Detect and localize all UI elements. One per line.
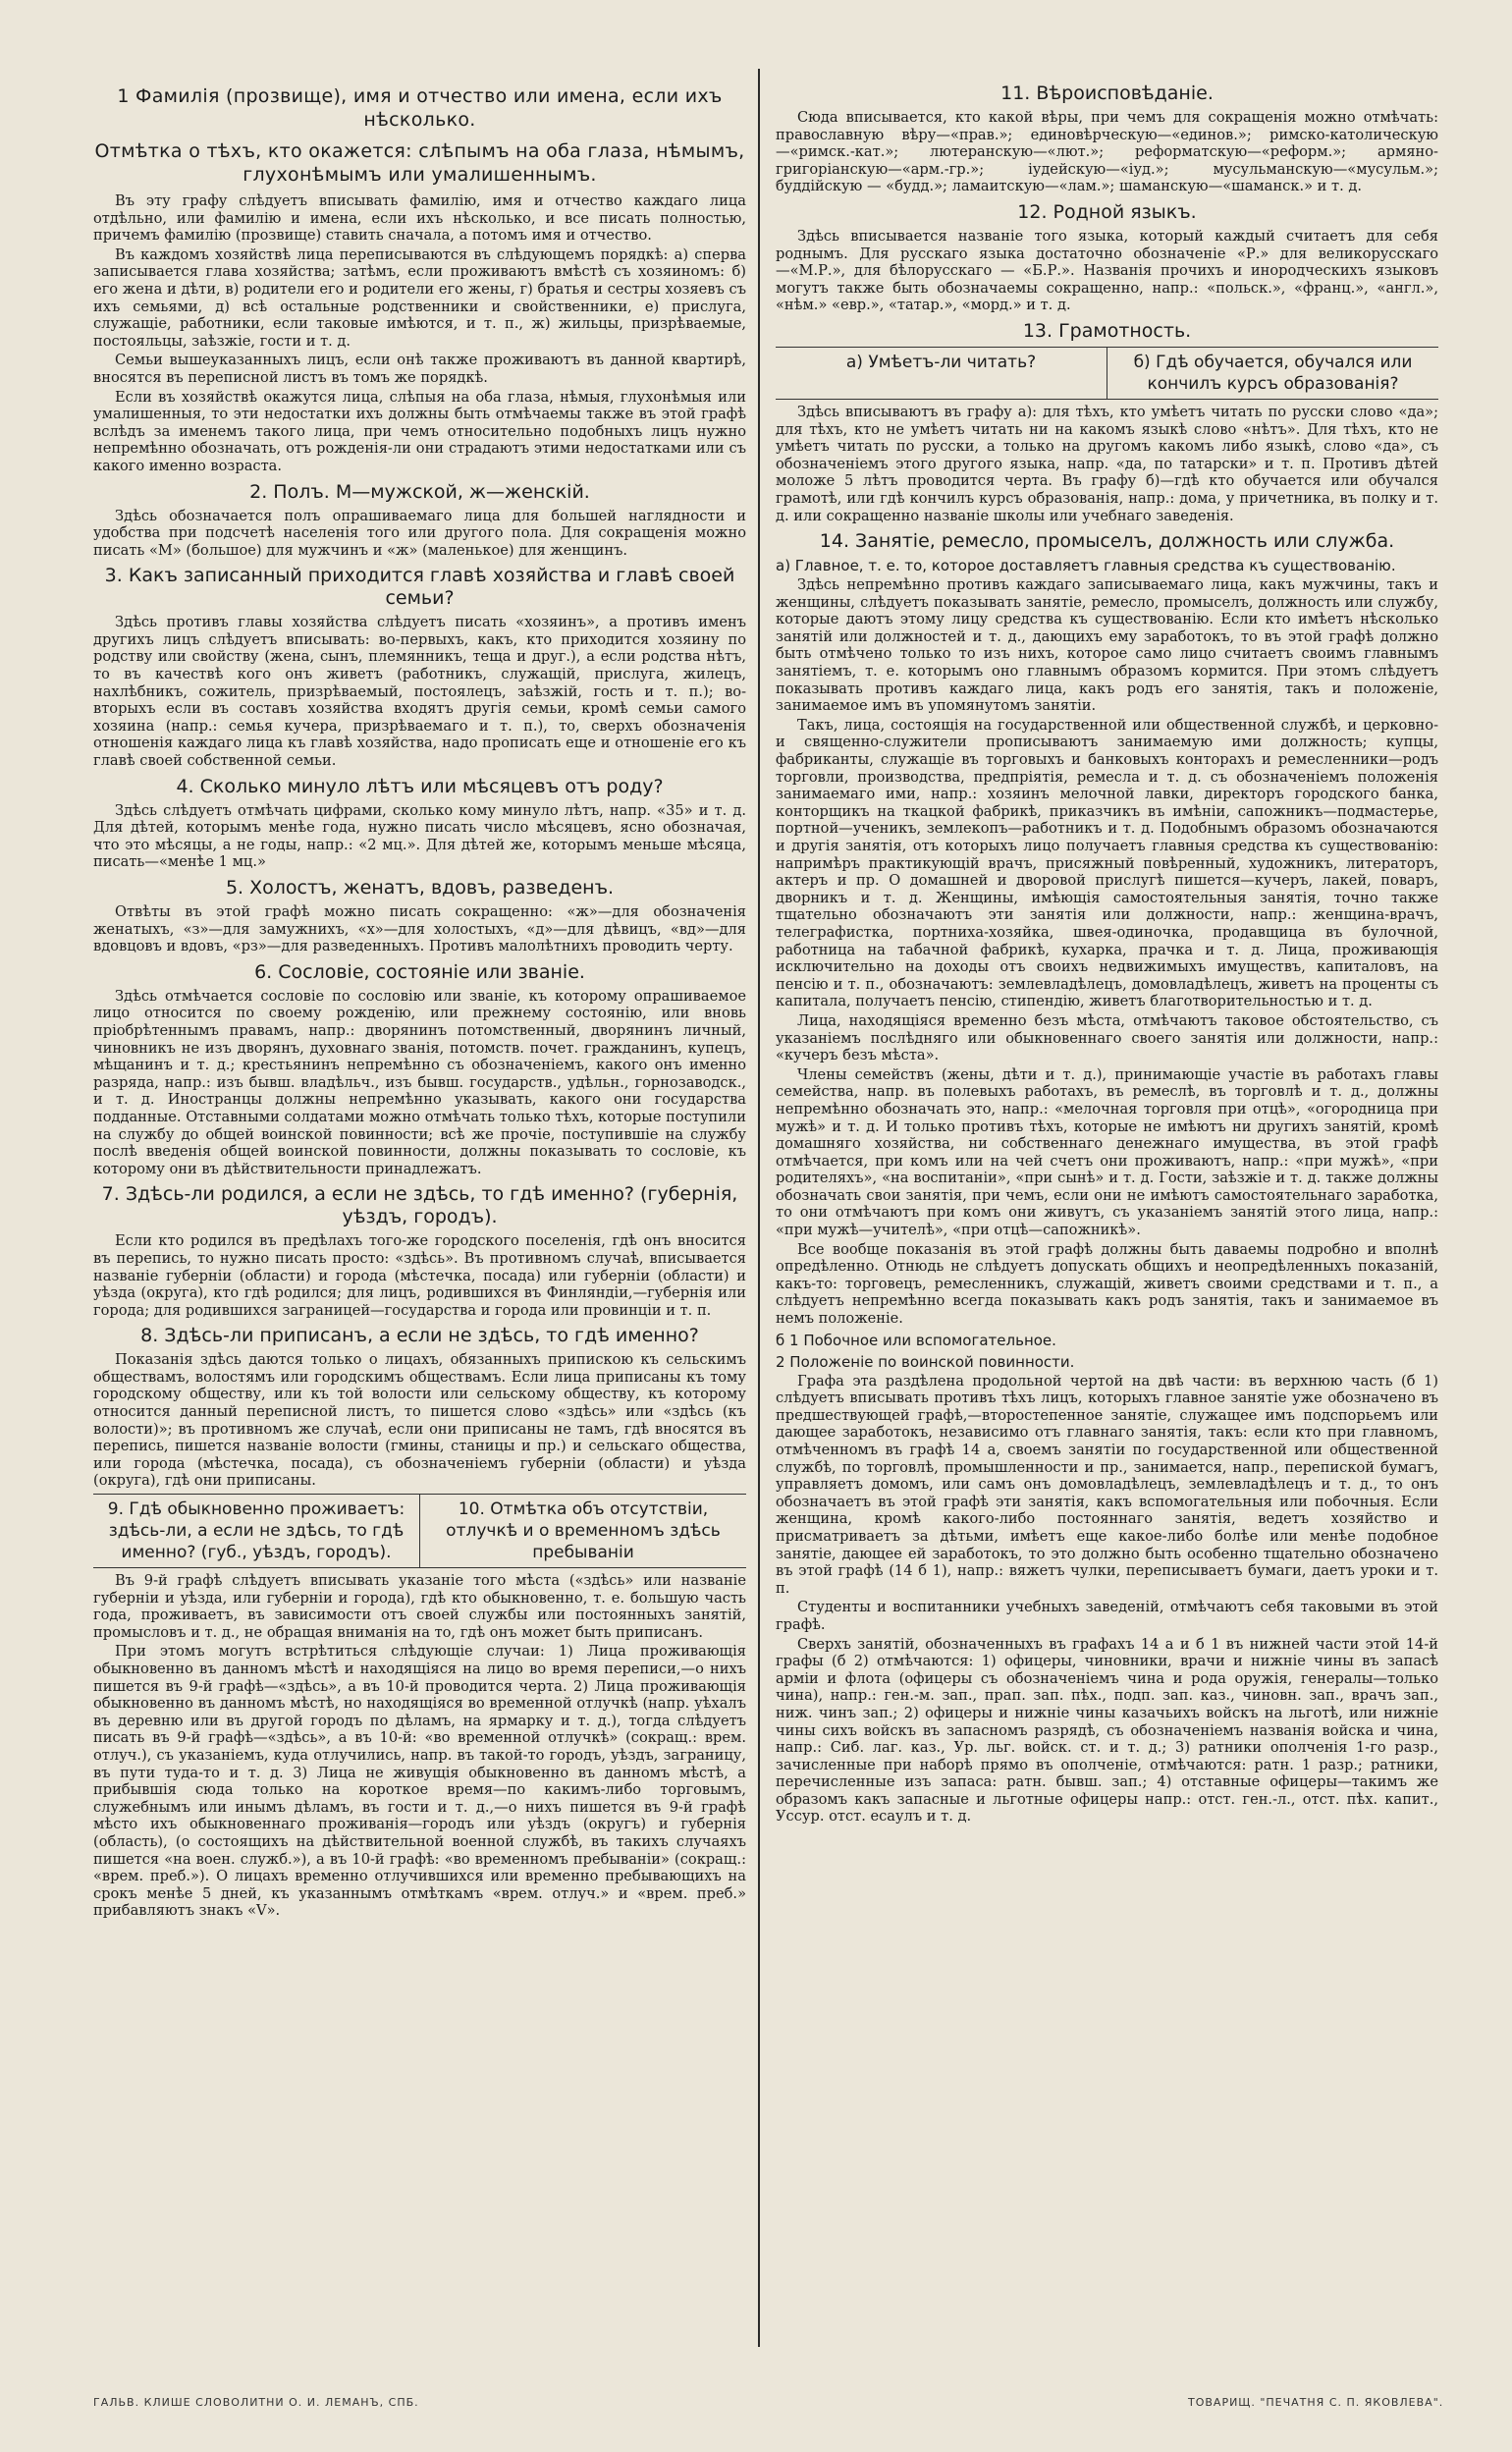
paragraph: Лица, находящіяся временно безъ мѣста, отмѣчаютъ таковое обстоятельство, съ указаніемъ послѣдняго или обыкновеннаго своего занятія или должности, напр.: «кучеръ безъ мѣста». bbox=[776, 1011, 1438, 1064]
paragraph: Здѣсь вписывается названіе того языка, который каждый считаетъ для себя роднымъ. Для русскаго языка достаточно обозначеніе «Р.» для великорусскаго—«М.Р.», для бѣлорусскаго — «Б.Р.». Названія прочихъ и инородческихъ языковъ могутъ также быть обозначаемы сокращенно, напр.: «польск.», «франц.», «англ.», «нѣм.» «евр.», «татар.», «морд.» и т. д. bbox=[776, 227, 1438, 314]
section-14b2-heading: 2 Положеніе по воинской повинности. bbox=[776, 1352, 1075, 1371]
paragraph: Члены семействъ (жены, дѣти и т. д.), принимающіе участіе въ работахъ главы семейства, напр. въ полевыхъ работахъ, въ ремеслѣ, въ торговлѣ и т. д., должны непремѣнно обозначать это, напр.: «мелочная торговля при отцѣ», «огородница при мужѣ» и т. д. И только противъ тѣхъ, которые не имѣютъ ни другихъ занятій, кромѣ домашняго хозяйства, ни собственнаго денежнаго имущества, въ этой графѣ отмѣчается, при комъ или на чей счетъ они проживаютъ, напр.: «при мужѣ», «при родителяхъ», «на воспитаніи», «при сынѣ» и т. д. Гости, заѣзжіе и т. д. также должны обозначать свои занятія, при чемъ, если они не имѣютъ самостоятельнаго заработка, то они отмѣчаютъ при комъ они живутъ, съ указаніемъ занятій этого лица, напр.: «при мужѣ—учителѣ», «при отцѣ—сапожникѣ». bbox=[776, 1065, 1438, 1239]
paragraph: Здѣсь отмѣчается сословіе по сословію или званіе, къ которому опрашиваемое лицо относится по своему рожденію, или прежнему состоянію, или вновь пріобрѣтеннымъ правамъ, напр.: дворянинъ потомственный, дворянинъ личный, чиновникъ не изъ дворянъ, духовнаго званія, потомств. почет. гражданинъ, купецъ, мѣщанинъ и т. д.; крестьянинъ непремѣнно съ обозначеніемъ, какого онъ именно разряда, напр.: изъ бывш. владѣльч., изъ бывш. государств., удѣльн., горнозаводск., и т. д. Иностранцы должны непремѣнно указывать, какого они государства подданные. Отставными солдатами можно отмѣчать только тѣхъ, которые поступили на службу до общей воинской повинности; всѣ же прочіе, поступившіе на службу послѣ введенія общей воинской повинности, должны показывать то сословіе, къ которому они въ дѣйствительности принадлежатъ. bbox=[93, 987, 746, 1177]
section-7-heading: 7. Здѣсь-ли родился, а если не здѣсь, то гдѣ именно? (губернія, уѣздъ, городъ). bbox=[101, 1183, 738, 1228]
section-11-heading: 11. Вѣроисповѣданіе. bbox=[1000, 82, 1214, 104]
section-8-heading: 8. Здѣсь-ли приписанъ, а если не здѣсь, то гдѣ именно? bbox=[140, 1325, 699, 1347]
section-13a-heading: а) Умѣетъ-ли читать? bbox=[845, 352, 1037, 372]
section-1-subheading: Отмѣтка о тѣхъ, кто окажется: слѣпымъ на оба глаза, нѣмымъ, глухонѣмымъ или умалишеннымъ. bbox=[94, 140, 745, 186]
paragraph: Здѣсь непремѣнно противъ каждаго записываемаго лица, какъ мужчины, такъ и женщины, слѣдуетъ показывать занятіе, ремесло, промыселъ, должность или службу, которые даютъ этому лицу средства къ существованію. Если кто имѣетъ нѣсколько занятій или должностей и т. д., дающихъ ему заработокъ, то въ этой графѣ должно быть отмѣчено только то изъ нихъ, которое само лицо считаетъ своимъ главнымъ занятіемъ, т. е. которымъ оно главнымъ образомъ кормится. При этомъ слѣдуетъ показывать противъ каждаго лица, какъ родъ его занятія, такъ и положеніе, занимаемое имъ въ упомянутомъ занятіи. bbox=[776, 576, 1438, 715]
paragraph: Въ 9-й графѣ слѣдуетъ вписывать указаніе того мѣста («здѣсь» или названіе губерніи и уѣзда, или губерніи и города), гдѣ кто обыкновенно, т. е. большую часть года, проживаетъ, въ зависимости отъ своей службы или постоянныхъ занятій, промысловъ и т. д., не обращая вниманія на то, гдѣ онъ может быть приписанъ. bbox=[93, 1572, 746, 1641]
section-13-heading: 13. Грамотность. bbox=[1022, 319, 1192, 342]
paragraph: Сверхъ занятій, обозначенныхъ въ графахъ 14 а и б 1 въ нижней части этой 14-й графы (б 2) отмѣчаются: 1) офицеры, чиновники, врачи и нижніе чины въ запасѣ арміи и флота (офицеры съ обозначеніемъ чина и рода оружія, генералы—только чина), напр.: ген.-м. зап., прап. зап. пѣх., подп. зап. каз., чиновн. зап., врачъ зап., ниж. чинъ зап.; 2) офицеры и нижніе чины казачьихъ войскъ на льготѣ, или нижніе чины сихъ войскъ въ запасномъ разрядѣ, съ обозначеніемъ названія войска и чина, напр.: Сиб. лаг. каз., Ур. льг. войск. ст. и т. д.; 3) ратники ополченія 1-го разр., зачисленные при наборѣ прямо въ ополченіе, отмѣчаются: ратн. 1 разр.; ратники, перечисленные изъ запаса: ратн. бывш. зап.; 4) отставные офицеры—такимъ же образомъ какъ запасные и льготные офицеры напр.: отст. ген.-л., отст. пѣх. капит., Уссур. отст. есаулъ и т. д. bbox=[776, 1635, 1438, 1825]
paragraph: Отвѣты въ этой графѣ можно писать сокращенно: «ж»—для обозначенія женатыхъ, «з»—для замужнихъ, «х»—для холостыхъ, «д»—для дѣвицъ, «вд»—для вдовцовъ и вдовъ, «рз»—для разведенныхъ. Противъ малолѣтнихъ проводить черту. bbox=[93, 903, 746, 955]
printer-credit-right: ТОВАРИЩ. "ПЕЧАТНЯ С. П. ЯКОВЛЕВА". bbox=[1188, 2396, 1444, 2409]
section-9-heading: 9. Гдѣ обыкновенно проживаетъ: здѣсь-ли, а если не здѣсь, то гдѣ именно? (губ., уѣздъ, городъ). bbox=[107, 1499, 405, 1563]
paragraph: Въ каждомъ хозяйствѣ лица переписываются въ слѣдующемъ порядкѣ: а) сперва записывается глава хозяйства; затѣмъ, если проживаютъ вмѣстѣ съ хозяиномъ: б) его жена и дѣти, в) родители его и родители его жены, г) братья и сестры хозяевъ съ ихъ семьями, д) всѣ остальные родственники и свойственники, е) прислуга, служащіе, работники, если таковые имѣются, и т. п., ж) жильцы, призрѣваемые, постояльцы, заѣзжіе, гости и т. д. bbox=[93, 245, 746, 350]
section-2-heading: 2. Полъ. М—мужской, ж—женскій. bbox=[249, 480, 590, 503]
paragraph: Сюда вписывается, кто какой вѣры, при чемъ для сокращенія можно отмѣчать: православную вѣру—«прав.»; единовѣрческую—«единов.»; римско-католическую—«римск.-кат.»; лютеранскую—«лют.»; реформатскую—«реформ.»; армяно-григоріанскую—«арм.-гр.»; іудейскую—«іуд.»; мусульманскую—«мусульм.»; буддійскую — «будд.»; ламаитскую—«лам.»; шаманскую—«шаманск.» и т. д. bbox=[776, 109, 1438, 195]
section-13-subheader bbox=[776, 347, 1438, 400]
right-column bbox=[776, 77, 1438, 1827]
paragraph: Здѣсь обозначается полъ опрашиваемаго лица для большей наглядности и удобства при подсчетѣ населенія того или другого пола. Для сокращенія можно писать «М» (большое) для мужчинъ и «ж» (маленькое) для женщинъ. bbox=[93, 507, 746, 559]
section-14b1-heading: б 1 Побочное или вспомогательное. bbox=[776, 1331, 1056, 1349]
paragraph: Въ эту графу слѣдуетъ вписывать фамилію, имя и отчество каждаго лица отдѣльно, или фамилію и имена, если ихъ нѣсколько, и все писать полностью, причемъ фамилію (прозвище) ставить сначала, а потомъ имя и отчество. bbox=[93, 192, 746, 245]
left-column bbox=[93, 77, 746, 1922]
section-6-heading: 6. Сословіе, состояніе или званіе. bbox=[254, 960, 585, 983]
section-13b-heading: б) Гдѣ обучается, обучался или кончилъ курсъ образованія? bbox=[1107, 348, 1438, 399]
paragraph: Здѣсь вписываютъ въ графу а): для тѣхъ, кто умѣетъ читать по русски слово «да»; для тѣхъ, кто не умѣетъ читать ни на какомъ языкѣ слово «нѣтъ». Для тѣхъ, кто не умѣетъ читать по русски, а только на другомъ какомъ либо языкѣ, слово «да», съ обозначеніемъ этого другого языка, напр. «да, по татарски» и т. п. Противъ дѣтей моложе 5 лѣтъ проводится черта. Въ графу б)—гдѣ кто обучается или обучался грамотѣ, или гдѣ кончилъ курсъ образованія, напр.: дома, у причетника, въ полку и т. д. или сокращенно названіе школы или учебнаго заведенія. bbox=[776, 403, 1438, 524]
section-14-heading: 14. Занятіе, ремесло, промыселъ, должность или служба. bbox=[819, 530, 1395, 553]
paragraph: Здѣсь слѣдуетъ отмѣчать цифрами, сколько кому минуло лѣтъ, напр. «35» и т. д. Для дѣтей, которымъ менѣе года, нужно писать число мѣсяцевъ, ясно обозначая, что это мѣсяцы, а не годы, напр.: «2 мц.». Для дѣтей же, которымъ меньше мѣсяца, писать—«менѣе 1 мц.» bbox=[93, 801, 746, 871]
paragraph: Если въ хозяйствѣ окажутся лица, слѣпыя на оба глаза, нѣмыя, глухонѣмыя или умалишенныя, то эти недостатки ихъ должны быть отмѣчаемы также въ этой графѣ вслѣдъ за именемъ такого лица, при чемъ относительно подобныхъ лицъ нужно непремѣнно обозначать, отъ рожденія-ли они страдаютъ этими недостатками или съ какого именно возраста. bbox=[93, 388, 746, 474]
paragraph: Если кто родился въ предѣлахъ того-же городского поселенія, гдѣ онъ вносится въ перепись, то нужно писать просто: «здѣсь». Въ противномъ случаѣ, вписывается названіе губерніи (области) и города (мѣстечка, посада) или губерніи (области) и уѣзда (округа), кто гдѣ родился; для лицъ, родившихся въ Финляндіи,—губернія или города; для родившихся заграницей—государства и города или провинціи и т. п. bbox=[93, 1232, 746, 1319]
section-14a-heading: а) Главное, т. е. то, которое доставляетъ главныя средства къ существованію. bbox=[776, 557, 1396, 575]
section-4-heading: 4. Сколько минуло лѣтъ или мѣсяцевъ отъ роду? bbox=[176, 775, 664, 797]
printer-credit-left: ГАЛЬВ. КЛИШЕ СЛОВОЛИТНИ О. И. ЛЕМАНЪ, СПБ. bbox=[93, 2396, 419, 2409]
section-5-heading: 5. Холостъ, женатъ, вдовъ, разведенъ. bbox=[225, 877, 615, 899]
sections-9-10-header bbox=[93, 1494, 746, 1568]
paragraph: Графа эта раздѣлена продольной чертой на двѣ части: въ верхнюю часть (б 1) слѣдуетъ вписывать противъ тѣхъ лицъ, которыхъ главное занятіе уже обозначено въ предшествующей графѣ,—второстепенное занятіе, служащее имъ подспорьемъ или дающее заработокъ, независимо отъ главнаго занятія, такъ: если кто при главномъ, отмѣченномъ въ графѣ 14 а, своемъ занятіи по государственной или общественной службѣ, по торговлѣ, промышленности и пр., занимается, напр., перепиской бумагъ, управляетъ домомъ, или самъ онъ домовладѣлецъ, землевладѣлецъ и т. д., то онъ обозначаетъ въ этой графѣ эти занятія, какъ вспомогательныя или побочныя. Если женщина, кромѣ какого-либо постояннаго занятія, ведетъ хозяйство и присматриваетъ за дѣтьми, имѣетъ еще какое-либо болѣе или менѣе подобное занятіе, дающее ей заработокъ, то это должно быть особенно тщательно обозначено въ этой графѣ (14 б 1), напр.: вяжетъ чулки, переписываетъ бумаги, даетъ уроки и т. п. bbox=[776, 1372, 1438, 1597]
paragraph: Показанія здѣсь даются только о лицахъ, обязанныхъ припискою къ сельскимъ обществамъ, волостямъ или городскимъ обществамъ. Если лица приписаны къ тому городскому обществу, или къ той волости или сельскому обществу, къ которому относится данный переписной листъ, то пишется слово «здѣсь» или «здѣсь (къ волости)»; въ противномъ же случаѣ, если они приписаны не тамъ, гдѣ вносятся въ перепись, пишется названіе волости (гмины, станицы и пр.) и сельскаго общества, или города (мѣстечка, посада), съ обозначеніемъ губерніи (области) и уѣзда (округа), гдѣ они приписаны. bbox=[93, 1351, 746, 1490]
paragraph: При этомъ могутъ встрѣтиться слѣдующіе случаи: 1) Лица проживающія обыкновенно въ данномъ мѣстѣ и находящіяся на лицо во время переписи,—о нихъ пишется въ 9-й графѣ—«здѣсь», а въ 10-й проводится черта. 2) Лица проживающія обыкновенно въ данномъ мѣстѣ, но находящіяся во временной отлучкѣ (напр. уѣхалъ въ деревню или въ другой городъ по дѣламъ, на ярмарку и т. д.), тогда слѣдуетъ писать въ 9-й графѣ—«здѣсь», а въ 10-й: «во временной отлучкѣ» (сокращ.: врем. отлуч.), съ указаніемъ, куда отлучились, напр. въ такой-то городъ, уѣздъ, заграницу, въ пути туда-то и т. д. 3) Лица не живущія обыкновенно въ данномъ мѣстѣ, а прибывшія сюда только на короткое время—по какимъ-либо торговымъ, служебнымъ или инымъ дѣламъ, въ гости и т. д.,—о нихъ пишется въ 9-й графѣ мѣсто ихъ обыкновеннаго проживанія—городъ или уѣздъ (округъ) и губернія (область), (о состоящихъ на дѣйствительной военной службѣ, въ такихъ случаяхъ пишется «на воен. служб.»), а въ 10-й графѣ: «во временномъ пребываніи» (сокращ.: «врем. преб.»). О лицахъ временно отлучившихся или временно пребывающихъ на срокъ менѣе 5 дней, къ указаннымъ отмѣткамъ «врем. отлуч.» и «врем. преб.» прибавляютъ знакъ «V». bbox=[93, 1643, 746, 1920]
section-12-heading: 12. Родной языкъ. bbox=[1017, 200, 1197, 223]
paragraph: Студенты и воспитанники учебныхъ заведеній, отмѣчаютъ себя таковыми въ этой графѣ. bbox=[776, 1599, 1438, 1633]
paragraph: Семьи вышеуказанныхъ лицъ, если онѣ также проживаютъ въ данной квартирѣ, вносятся въ переписной листъ въ томъ же порядкѣ. bbox=[93, 352, 746, 386]
section-10-heading: 10. Отмѣтка объ отсутствіи, отлучкѣ и о временномъ здѣсь пребываніи bbox=[419, 1495, 746, 1567]
paragraph: Здѣсь противъ главы хозяйства слѣдуетъ писать «хозяинъ», а противъ именъ другихъ лицъ слѣдуетъ вписывать: во-первыхъ, какъ, кто приходится хозяину по родству или свойству (жена, сынъ, племянникъ, теща и друг.), а если родства нѣтъ, то въ качествѣ кого онъ живетъ (работникъ, служащій, прислуга, жилецъ, нахлѣбникъ, сожитель, призрѣваемый, постоялецъ, заѣзжій, гость и т. п.); во-вторыхъ если въ составъ хозяйства входятъ другія семьи, кромѣ семьи самого хозяина (напр.: семья кучера, призрѣваемаго и т. п.), то, сверхъ обозначенія отношенія каждаго лица къ главѣ хозяйства, надо прописать еще и отношеніе его къ главѣ своей собственной семьи. bbox=[93, 614, 746, 770]
section-1-heading: 1 Фамилія (прозвище), имя и отчество или имена, если ихъ нѣсколько. bbox=[117, 85, 723, 131]
column-divider bbox=[758, 69, 760, 2347]
section-3-heading: 3. Какъ записанный приходится главѣ хозяйства и главѣ своей семьи? bbox=[104, 565, 735, 610]
paragraph: Такъ, лица, состоящія на государственной или общественной службѣ, и церковно- и священно-служители прописываютъ занимаемую ими должность; купцы, фабриканты, служащіе въ торговыхъ и банковыхъ конторахъ и ремесленники—родъ торговли, производства, предпріятія, ремесла и т. д. съ обозначеніемъ положенія занимаемаго ими, напр.: хозяинъ мелочной лавки, директоръ городского банка, конторщикъ на ткацкой фабрикѣ, приказчикъ въ имѣніи, сапожникъ—подмастерье, портной—ученикъ, землекопъ—работникъ и т. д. Подобнымъ образомъ обозначаются и другія занятія, отъ которыхъ лицо получаетъ главныя средства къ существованію: напримѣръ практикующій врачъ, присяжный повѣренный, художникъ, литераторъ, актеръ и пр. О домашней и дворовой прислугѣ пишется—кучеръ, лакей, поваръ, дворникъ и т. д. Женщины, имѣющія самостоятельныя занятія, точно также тщательно обозначаютъ эти занятія или должности, напр.: женщина-врачъ, телеграфистка, портниха-хозяйка, швея-одиночка, продавщица въ булочной, работница на табачной фабрикѣ, кухарка, прачка и т. д. Лица, проживающія исключительно на доходы отъ своихъ недвижимыхъ имуществъ, капиталовъ, на пенсію и т. п., обозначаютъ: землевладѣлецъ, домовладѣлецъ, живетъ на проценты съ капитала, получаетъ пенсію, стипендію, живетъ благотворительностью и т. д. bbox=[776, 716, 1438, 1010]
paragraph: Все вообще показанія въ этой графѣ должны быть даваемы подробно и вполнѣ опредѣленно. Отнюдь не слѣдуетъ допускать общихъ и неопредѣленныхъ показаній, какъ-то: торговецъ, ремесленникъ, служащій, живетъ своими средствами и т. п., а слѣдуетъ непремѣнно всегда показывать какъ родъ занятія, такъ и занимаемое въ немъ положеніе. bbox=[776, 1240, 1438, 1328]
